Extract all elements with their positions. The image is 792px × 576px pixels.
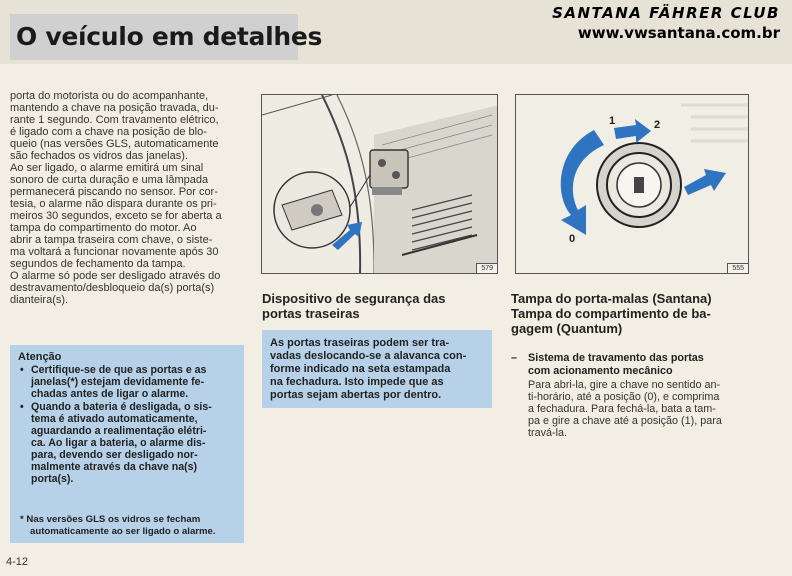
text-line: porta do motorista ou do acompanhante,	[10, 90, 209, 102]
bold-line: Sistema de travamento das portas	[528, 352, 704, 364]
text-line: meiros 30 segundos, exceto se for aberta a	[10, 210, 222, 222]
section-title: gagem (Quantum)	[511, 321, 623, 336]
position-label: 0	[569, 233, 576, 245]
text-line: ti-horário, até a posição (0), e comprima	[528, 391, 720, 403]
text-line: ma voltará a funcionar novamente após 30	[10, 246, 219, 258]
bullet-dot: •	[20, 364, 24, 376]
text-line: são fechados os vidros das janelas).	[10, 150, 188, 162]
bullet-line: • Quando a bateria é desligada, o sis-	[20, 401, 212, 413]
page-number: 4-12	[6, 556, 29, 568]
text-line: destravamento/desbloqueio da(s) porta(s)	[10, 282, 215, 294]
text-line: sonoro de curta duração e uma lâmpada	[10, 174, 209, 186]
text-line: Para abri-la, gire a chave no sentido an-	[528, 379, 721, 391]
text-line: segundos de fechamento da tampa.	[10, 258, 186, 270]
text-line: abrir a tampa traseira com chave, o siste-	[10, 234, 213, 246]
text-line: a fechadura. Para fechá-la, bata a tam-	[528, 403, 716, 415]
text-line: travá-la.	[528, 427, 568, 439]
section-title: Tampa do porta-malas (Santana)	[511, 291, 712, 306]
warning-heading: Atenção	[18, 351, 62, 363]
trunk-lock-illustration	[516, 95, 749, 274]
text-line: rante 1 segundo. Com travamento elétrico,	[10, 114, 219, 126]
bold-line: com acionamento mecânico	[528, 365, 673, 377]
bullet-line: • Certifique-se de que as portas e as	[20, 364, 207, 376]
club-name: SANTANA FÄHRER CLUB	[552, 4, 780, 22]
door-lock-illustration	[262, 95, 498, 274]
bullet-line: malmente através da chave na(s)	[31, 461, 198, 473]
footnote-line: automaticamente ao ser ligado o alarme.	[30, 526, 216, 537]
info-line: vadas deslocando-se a alavanca con-	[270, 350, 467, 362]
bullet-line: tema é ativado automaticamente,	[31, 413, 198, 425]
figure-number: 579	[476, 263, 497, 273]
text-line: é ligado com a chave na posição de blo-	[10, 126, 207, 138]
footnote-line: * Nas versões GLS os vidros se fecham	[20, 514, 201, 525]
figure-rear-door-lock	[261, 94, 498, 274]
text-line: O alarme só pode ser desligado através do	[10, 270, 221, 282]
position-label: 2	[654, 119, 661, 131]
figure-trunk-lock	[515, 94, 749, 274]
section-title: Tampa do compartimento de ba-	[511, 306, 711, 321]
info-line: portas sejam abertas por dentro.	[270, 389, 442, 401]
section-title: Dispositivo de segurança das	[262, 291, 446, 306]
info-line: na fechadura. Isto impede que as	[270, 376, 444, 388]
text-line: Ao ser ligado, o alarme emitirá um sinal	[10, 162, 204, 174]
bullet-line: chadas antes de ligar o alarme.	[31, 388, 189, 400]
text-line: tesia, o alarme não dispara durante os pri-	[10, 198, 217, 210]
section-title: portas traseiras	[262, 306, 360, 321]
text-line: mantendo a chave na posição travada, du-	[10, 102, 219, 114]
text-line: queio (nas versões GLS, automaticamente	[10, 138, 219, 150]
bullet-line: janelas(*) estejam devidamente fe-	[31, 376, 205, 388]
text-line: dianteira(s).	[10, 294, 69, 306]
club-url: www.vwsantana.com.br	[577, 24, 780, 42]
position-label: 1	[609, 115, 616, 127]
dash-marker: –	[511, 352, 518, 364]
page-title: O veículo em detalhes	[16, 22, 323, 51]
text-line: pa e gire a chave até a posição (1), para	[528, 415, 722, 427]
figure-number: 555	[727, 263, 748, 273]
bullet-line: aguardando a realimentação elétri-	[31, 425, 207, 437]
bullet-line: ca. Ao ligar a bateria, o alarme dis-	[31, 437, 206, 449]
text-line: tampa do compartimento do motor. Ao	[10, 222, 197, 234]
bullet-dot: •	[20, 401, 24, 413]
info-line: As portas traseiras podem ser tra-	[270, 337, 450, 349]
text-line: permanecerá piscando no sensor. Por cor-	[10, 186, 218, 198]
bullet-line: porta(s).	[31, 473, 74, 485]
bullet-line: para, devendo ser desligado nor-	[31, 449, 198, 461]
info-line: forme indicado na seta estampada	[270, 363, 451, 375]
